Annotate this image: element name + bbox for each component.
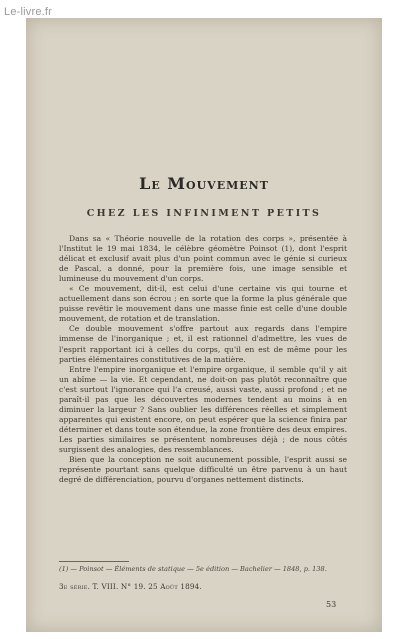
watermark: Le-livre.fr bbox=[4, 6, 53, 18]
page-number: 53 bbox=[326, 600, 337, 609]
paragraph: Entre l'empire inorganique et l'empire organique, il semble qu'il y ait un abîme — la vie. Et cependant, ne doit-on pas plutôt reconnaître que c'est surtout l'ignorance qui l'a creusé, aussi vaste, aussi profond ; et ne paraît-il pas que les découvertes modernes tendent au moins à en diminuer la largeur ? Sans oublier les différences réelles et simplement apparentes qui existent encore, on peut espérer que la science finira par déterminer et dans toute son étendue, la zone frontière des deux empires. Les parties similaires se présentent nombreuses déjà ; de nous côtés surgissent des analogies, des ressemblances. bbox=[59, 364, 347, 454]
footnote-divider bbox=[59, 561, 129, 562]
scanned-page bbox=[26, 18, 382, 632]
paragraph: Bien que la conception ne soit aucunement possible, l'esprit aussi se représente pourtant sans quelque difficulté un être parvenu à un haut degré de différenciation, pourvu d'organes nettement distincts. bbox=[59, 455, 347, 485]
footnote: (1) — Poinsot — Éléments de statique — 5e édition — Bachelier — 1848, p. 138. bbox=[59, 565, 327, 573]
article-body bbox=[59, 234, 347, 485]
article-subtitle: CHEZ LES INFINIMENT PETITS bbox=[86, 208, 322, 219]
paragraph: « Ce mouvement, dit-il, est celui d'une certaine vis qui tourne et actuellement dans son écrou ; en sorte que la forme la plus générale que puisse revêtir le mouvement dans une masse finie est celle d'une double mouvement, de rotation et de translation. bbox=[59, 284, 347, 324]
issue-line: 3e série. T. VIII. N° 19. 25 Août 1894. bbox=[59, 582, 202, 591]
paragraph: Dans sa « Théorie nouvelle de la rotation des corps », présentée à l'Institut le 19 mai 1834, le célèbre géomètre Poinsot (1), dont l'esprit délicat et exclusif avait plus d'un point commun avec le génie si curieux de Pascal, a donné, pour la première fois, une image sensible et lumineuse du mouvement d'un corps. bbox=[59, 234, 347, 284]
article-title: Le Mouvement bbox=[139, 174, 269, 193]
paragraph: Ce double mouvement s'offre partout aux regards dans l'empire immense de l'inorganique ; et, il est rationnel d'admettre, les vues de l'esprit rapportant ici à celles du corps, qu'il en est de même pour les parties élémentaires constitutives de la matière. bbox=[59, 324, 347, 364]
